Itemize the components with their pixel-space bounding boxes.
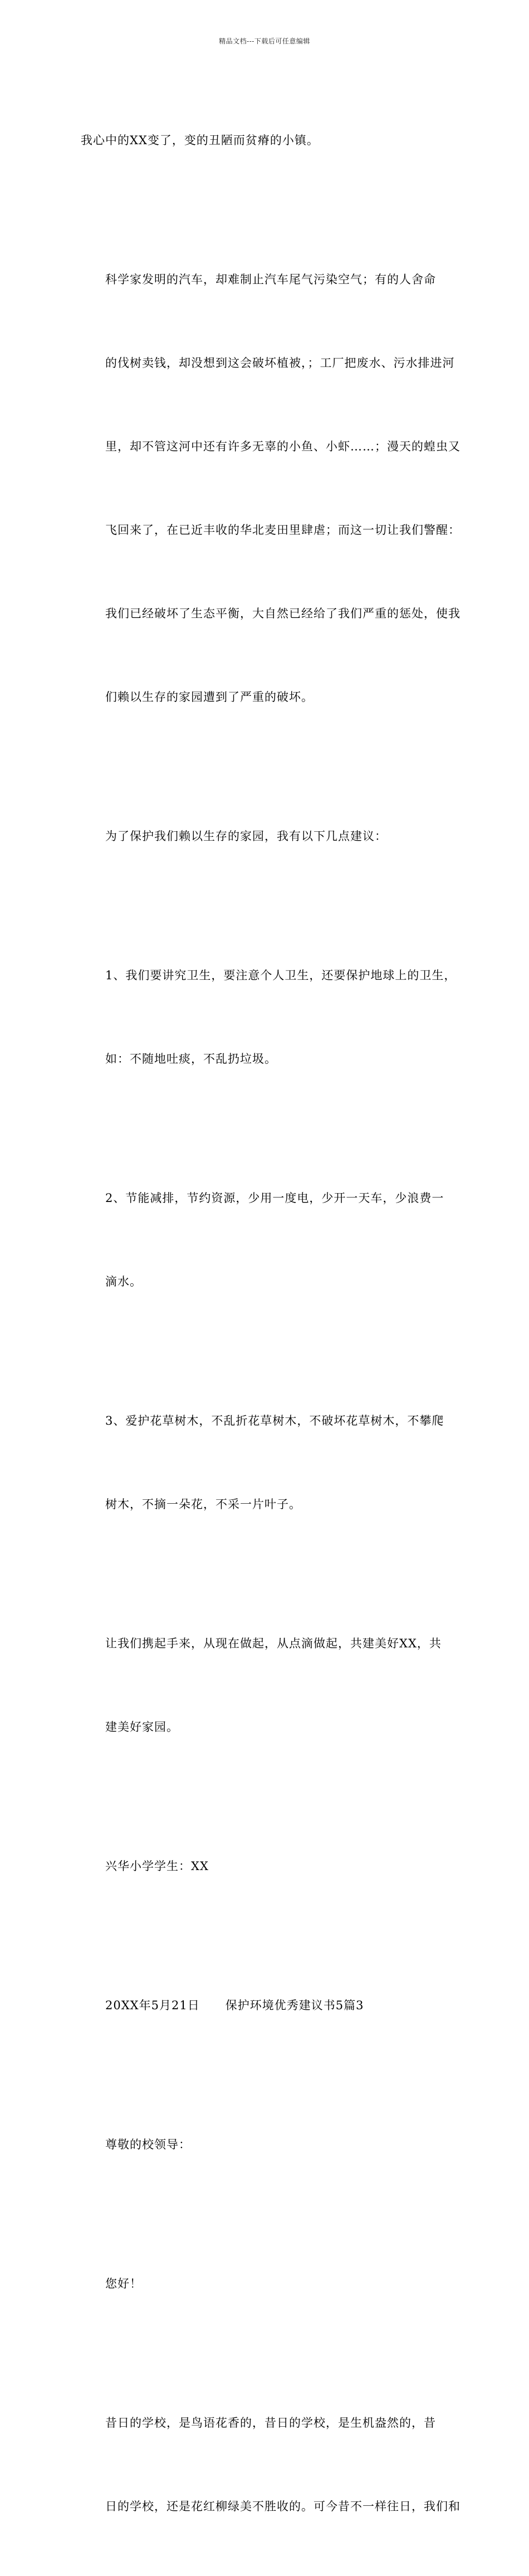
paragraph-1 [81,71,459,210]
paragraph-line: 建美好家园。 [105,1720,179,1734]
signature-line [81,1797,459,1936]
paragraph-line: 我心中的XX变了，变的丑陋而贫瘠的小镇。 [81,134,319,147]
paragraph-line: 树木，不摘一朵花，不采一片叶子。 [105,1498,301,1511]
paragraph-5 [81,1128,459,1351]
paragraph-line: 我们已经破坏了生态平衡，大自然已经给了我们严重的惩处，使我 [105,607,461,620]
paragraph-line: 里，却不管这河中还有许多无辜的小鱼、小虾……；漫天的蝗虫又 [105,440,461,453]
paragraph-line: 昔日的学校，是鸟语花香的，昔日的学校，是生机盎然的，昔 [105,2416,436,2430]
paragraph-line: 您好！ [105,2277,142,2290]
paragraph-3 [81,767,459,906]
paragraph-2 [81,210,459,767]
paragraph-line: 让我们携起手来，从现在做起，从点滴做起，共建美好XX，共 [105,1637,442,1650]
paragraph-line: 为了保护我们赖以生存的家园，我有以下几点建议： [105,830,387,843]
salutation [81,2075,459,2214]
paragraph-line: 兴华小学学生：XX [105,1859,209,1873]
page-header: 精品文档---下载后可任意编辑 [219,37,310,45]
paragraph-line: 们赖以生存的家园遭到了严重的破坏。 [105,690,314,704]
paragraph-line: 日的学校，还是花红柳绿美不胜收的。可今昔不一样往日，我们和 [105,2500,461,2513]
document-body [81,71,459,2576]
paragraph-line: 尊敬的校领导： [105,2138,191,2151]
paragraph-line: 的伐树卖钱，却没想到这会破坏植被，；工厂把废水、污水排进河 [105,356,455,370]
paragraph-line: 3、爱护花草树木，不乱折花草树木，不破坏花草树木，不攀爬 [105,1414,444,1427]
paragraph-line: 20XX年5月21日 保护环境优秀建议书5篇3 [105,1999,364,2012]
paragraph-line: 科学家发明的汽车，却难制止汽车尾气污染空气；有的人舍命 [105,273,436,286]
paragraph-4 [81,906,459,1128]
date-and-title-line [81,1936,459,2075]
paragraph-line: 飞回来了，在已近丰收的华北麦田里肆虐；而这一切让我们警醒： [105,523,461,537]
greeting [81,2214,459,2353]
paragraph-line: 如：不随地吐痰，不乱扔垃圾。 [105,1052,277,1066]
paragraph-line: 滴水。 [105,1275,142,1288]
paragraph-6 [81,1351,459,1574]
paragraph-12 [81,2353,459,2576]
paragraph-7 [81,1574,459,1797]
paragraph-line: 1、我们要讲究卫生，要注意个人卫生，还要保护地球上的卫生， [105,969,457,982]
paragraph-line: 2、节能减排，节约资源，少用一度电，少开一天车，少浪费一 [105,1191,444,1205]
